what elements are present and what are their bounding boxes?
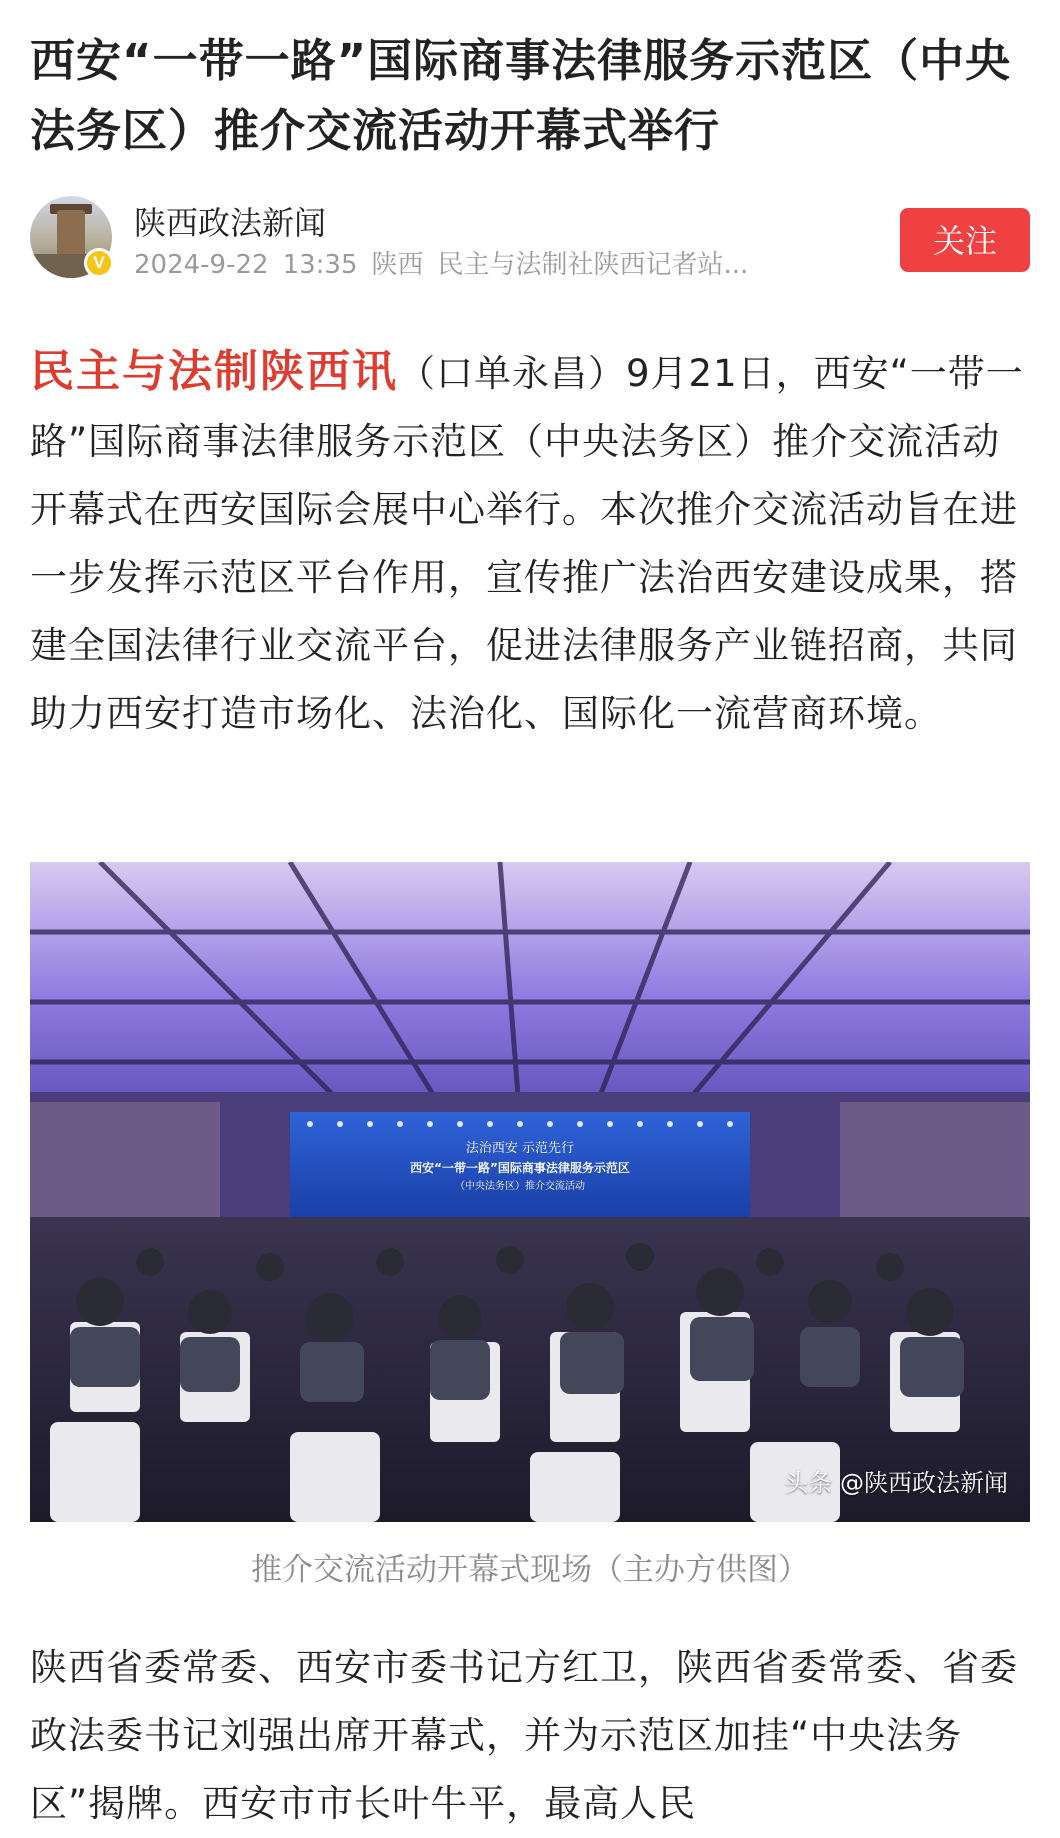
body-paragraph: 陕西省委常委、西安市委书记方红卫，陕西省委常委、省委政法委书记刘强出席开幕式，并为示范区加挂“中央法务区”揭牌。西安市市长叶牛平，最高人民 — [30, 1646, 1018, 1825]
photo-caption: 推介交流活动开幕式现场（主办方供图） — [251, 1552, 809, 1588]
dateline: 民主与法制陕西讯 — [30, 346, 398, 397]
photo-watermark: 头条 @陕西政法新闻 — [784, 1469, 1008, 1497]
author-name[interactable]: 陕西政法新闻 — [134, 204, 327, 242]
publish-time: 13:35 — [282, 250, 358, 280]
publish-date: 2024-9-22 — [134, 250, 269, 280]
event-photo[interactable] — [30, 862, 1030, 1522]
verified-badge-icon: V — [84, 248, 114, 278]
banner-line-3: （中央法务区）推介交流活动 — [455, 1181, 585, 1192]
article-title: 西安“一带一路”国际商事法律服务示范区（中央法务区）推介交流活动开幕式举行 — [30, 34, 1012, 157]
publish-meta — [134, 244, 874, 281]
banner-line-2: 西安“一带一路”国际商事法律服务示范区 — [410, 1161, 630, 1175]
lead-text: （口单永昌）9月21日，西安“一带一路”国际商事法律服务示范区（中央法务区）推介交流活动开幕式在西安国际会展中心举行。本次推介交流活动旨在进一步发挥示范区平台作用，宣传推广法治西安建设成果，搭建全国法律行业交流平台，促进法律服务产业链招商，共同助力西安打造市场化、法治化、国际化一流营商环境。 — [30, 352, 1024, 735]
follow-button[interactable]: 关注 — [900, 208, 1030, 272]
avatar-tower — [57, 210, 85, 258]
banner-line-1: 法治西安 示范先行 — [465, 1141, 575, 1156]
lead-paragraph — [30, 338, 1030, 748]
venue-illustration — [30, 862, 1030, 1522]
publish-location: 陕西 — [371, 250, 424, 280]
publish-source: 民主与法制社陕西记者站... — [437, 250, 749, 280]
author-row — [30, 196, 1030, 284]
